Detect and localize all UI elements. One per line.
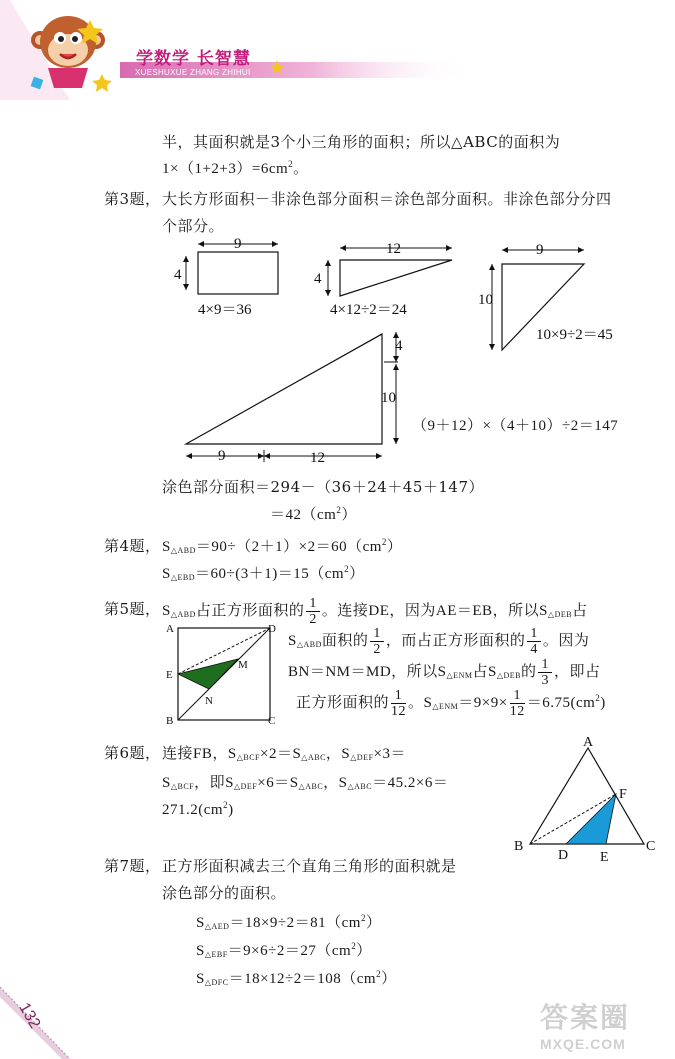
q3-shaded-result: $=42(cm^2)$ [270,505,357,523]
q5-square-figure [162,620,282,730]
q5-point-a: A [166,623,174,635]
q5-point-b: B [166,715,174,727]
q3-rect-height-label: 4 [174,267,182,283]
q3-label: 第3题， [104,190,161,208]
q3-tri2-formula: 10×9÷2＝45 [536,327,613,343]
q6-label: 第6题， [104,744,161,762]
q7-row-2: $S_{\triangle EBF}=9\times 6\div 2=27(cm^2)$ [196,941,372,959]
page-number: 132 [15,1000,44,1032]
q6-point-a: A [583,735,594,750]
q3-rectangle-figure [172,236,292,320]
q3-big-formula: （9＋12）×（4＋10）÷2＝147 [412,418,619,434]
q5-point-n: N [205,695,213,707]
q3-shaded-label: 涂色部分面积＝294－（36＋24＋45＋147） [162,478,485,496]
q3-rect-width-label: 9 [234,236,242,252]
q5-line-4: 正方形面积的 $\frac{1}{12}$ 。$S_{\triangle ENM}=9\times 9\times$ $\frac{1}{12}$ $=6.75(cm^2)$ [296,688,606,719]
q3-big-triangle-figure [176,322,406,470]
intro-line-1: 半，其面积就是3个小三角形的面积；所以△ABC的面积为 [162,133,561,151]
q3-rect-formula: 4×9＝36 [198,302,252,318]
q6-line-3: $271.2(cm^2)$ [162,800,234,818]
watermark-text: 答案圈 [540,1001,631,1034]
q6-point-c: C [646,839,656,854]
q5-line-3: BN＝NM＝MD，所以$S_{\triangle ENM}$占$S_{\triangle DEB}$的 $\frac{1}{3}$ ，即占 [288,657,601,688]
q3-line-2: 个部分。 [162,217,225,235]
q6-triangle-figure [512,734,662,864]
q5-point-e: E [166,669,173,681]
q7-label: 第7题， [104,857,161,875]
q6-point-e: E [600,850,609,864]
q3-big-h2-label: 10 [381,390,396,406]
q6-line-1: 连接FB，$S_{\triangle BCF}\times 2=S_{\triangle ABC}$，$S_{\triangle DEF}\times 3=$ [162,746,406,762]
q3-tri2-width-label: 9 [536,242,544,258]
q7-row-1: $S_{\triangle AED}=18\times 9\div 2=81(cm^2)$ [196,913,382,931]
q3-line-1: 大长方形面积－非涂色部分面积＝涂色部分面积。非涂色部分分四 [162,190,612,208]
q4-label: 第4题， [104,537,161,555]
q4-line-2: $S_{\triangle EBD}=60\div(3+1)=15(cm^2)$ [162,564,365,582]
intro-line-2: $1\times(1+2+3)=6cm^2$。 [162,159,309,177]
q5-point-d: D [268,623,276,635]
q3-tri2-height-label: 10 [478,292,493,308]
q6-point-d: D [558,848,569,863]
q5-line-2: $S_{\triangle ABD}$面积的 $\frac{1}{2}$ ，而占正方形面积的 $\frac{1}{4}$ 。因为 [288,626,590,657]
q7-row-3: $S_{\triangle DFC}=18\times 12\div 2=108(cm^2)$ [196,969,397,987]
header-title: 学数学 长智慧 [136,49,251,69]
q6-line-2: $S_{\triangle BCF}$，即$S_{\triangle DEF}\times 6=S_{\triangle ABC}$，$S_{\triangle ABC}=45.2\times 6=$ [162,775,449,791]
watermark-url: MXQE.COM [540,1036,626,1052]
q3-tri1-formula: 4×12÷2＝24 [330,302,407,318]
q3-tri1-width-label: 12 [386,241,401,257]
q5-label: 第5题， [104,600,161,618]
q3-triangle-1-figure [312,236,462,320]
q3-triangle-2-figure [476,236,646,356]
q7-line-2: 涂色部分的面积。 [162,884,287,902]
star-icon [270,60,284,74]
q3-tri1-height-label: 4 [314,271,322,287]
header-subtitle: XUESHUXUE ZHANG ZHIHUI [135,68,251,77]
q6-point-b: B [514,839,524,854]
q3-big-base2-label: 12 [310,450,325,466]
q7-line-1: 正方形面积减去三个直角三角形的面积就是 [162,857,457,875]
q5-line-1: $S_{\triangle ABD}$占正方形面积的 $\frac{1}{2}$ 。连接DE，因为AE＝EB，所以$S_{\triangle DEB}$占 [162,596,588,627]
q3-big-h1-label: 4 [395,338,403,354]
q4-line-1: $S_{\triangle ABD}=90\div(2+1)\times 2=60(cm^2)$ [162,537,403,555]
q5-point-c: C [268,715,276,727]
q6-point-f: F [619,787,627,802]
q3-big-base1-label: 9 [218,448,226,464]
monkey-mascot-icon [18,8,118,98]
q5-point-m: M [238,659,248,671]
watermark [540,996,670,1056]
